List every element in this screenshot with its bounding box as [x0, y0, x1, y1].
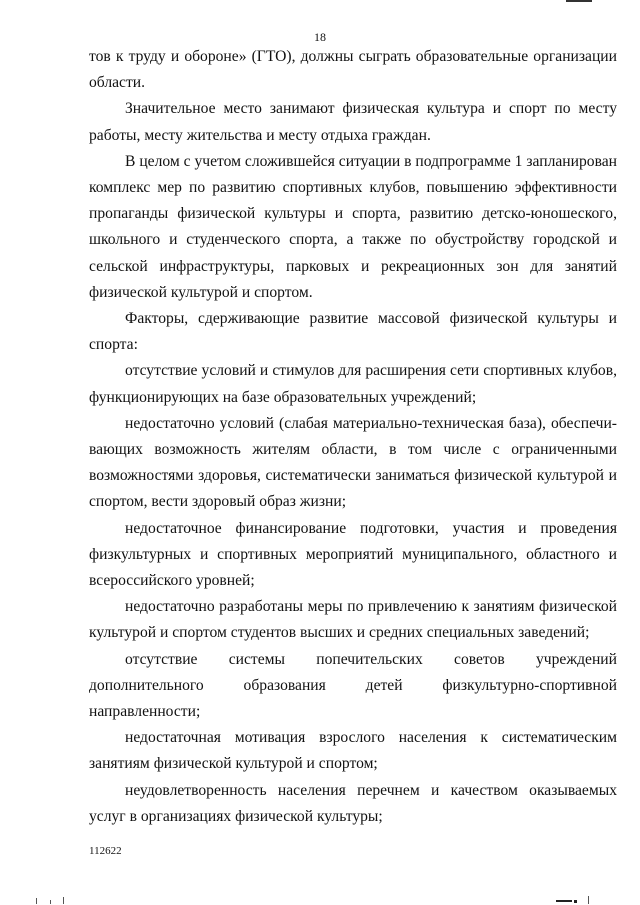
scan-artifact-mark: [574, 900, 577, 903]
list-item: отсутствие системы попечительских советов учреждений дополнительного образования детей физкультурно-спортивной направленности;: [89, 650, 617, 721]
scan-artifact-mark: [556, 900, 572, 902]
paragraph: Значительное место занимают физическая культура и спорт по месту работы, месту жительства и месту отдыха граждан.: [89, 100, 617, 144]
list-item: недостаточно условий (слабая материально-техническая база), обеспечивающих возможность жителям области, в том числе с ограниченными возможностями здоровья, систематически заниматься физической культурой и спортом, вести здоровый образ жизни;: [89, 414, 617, 511]
document-code: 112622: [89, 845, 122, 857]
list-item: недостаточная мотивация взрослого населения к систематическим занятиям физической культурой и спортом;: [89, 729, 617, 773]
scan-artifact-mark: [36, 898, 37, 904]
list-item: недостаточно разработаны меры по привлечению к занятиям физической культурой и спортом студентов высших и средних специальных заведений;: [89, 598, 617, 642]
list-item: отсутствие условий и стимулов для расширения сети спортивных клубов, функционирующих на базе образовательных учреждений;: [89, 362, 617, 406]
list-item: недостаточное финансирование подготовки, участия и проведения физкультурных и спортивных мероприятий муниципального, областного и всероссийского уровней;: [89, 519, 617, 590]
scan-artifact-mark: [566, 0, 592, 2]
body-text: [89, 44, 617, 830]
scan-artifact-mark: [50, 900, 51, 904]
page-number: 18: [314, 30, 326, 44]
scan-artifact-mark: [588, 896, 589, 904]
paragraph-continuation: тов к труду и обороне» (ГТО), должны сыграть образовательные организации области.: [89, 48, 617, 92]
scan-artifact-mark: [63, 897, 64, 904]
list-item: неудовлетворенность населения перечнем и качеством оказываемых услуг в организациях физической культуры;: [89, 781, 617, 825]
paragraph: В целом с учетом сложившейся ситуации в подпрограмме 1 запланирован комплекс мер по развитию спортивных клубов, повышению эффективности пропаганды физической культуры и спорта, развитию детско-юношеского, школьного и студенческого спорта, а также по обустройству городской и сельской инфраструктуры, парковых и рекреационных зон для занятий физической культурой и спортом.: [89, 152, 617, 301]
paragraph: Факторы, сдерживающие развитие массовой физической культуры и спорта:: [89, 310, 617, 354]
